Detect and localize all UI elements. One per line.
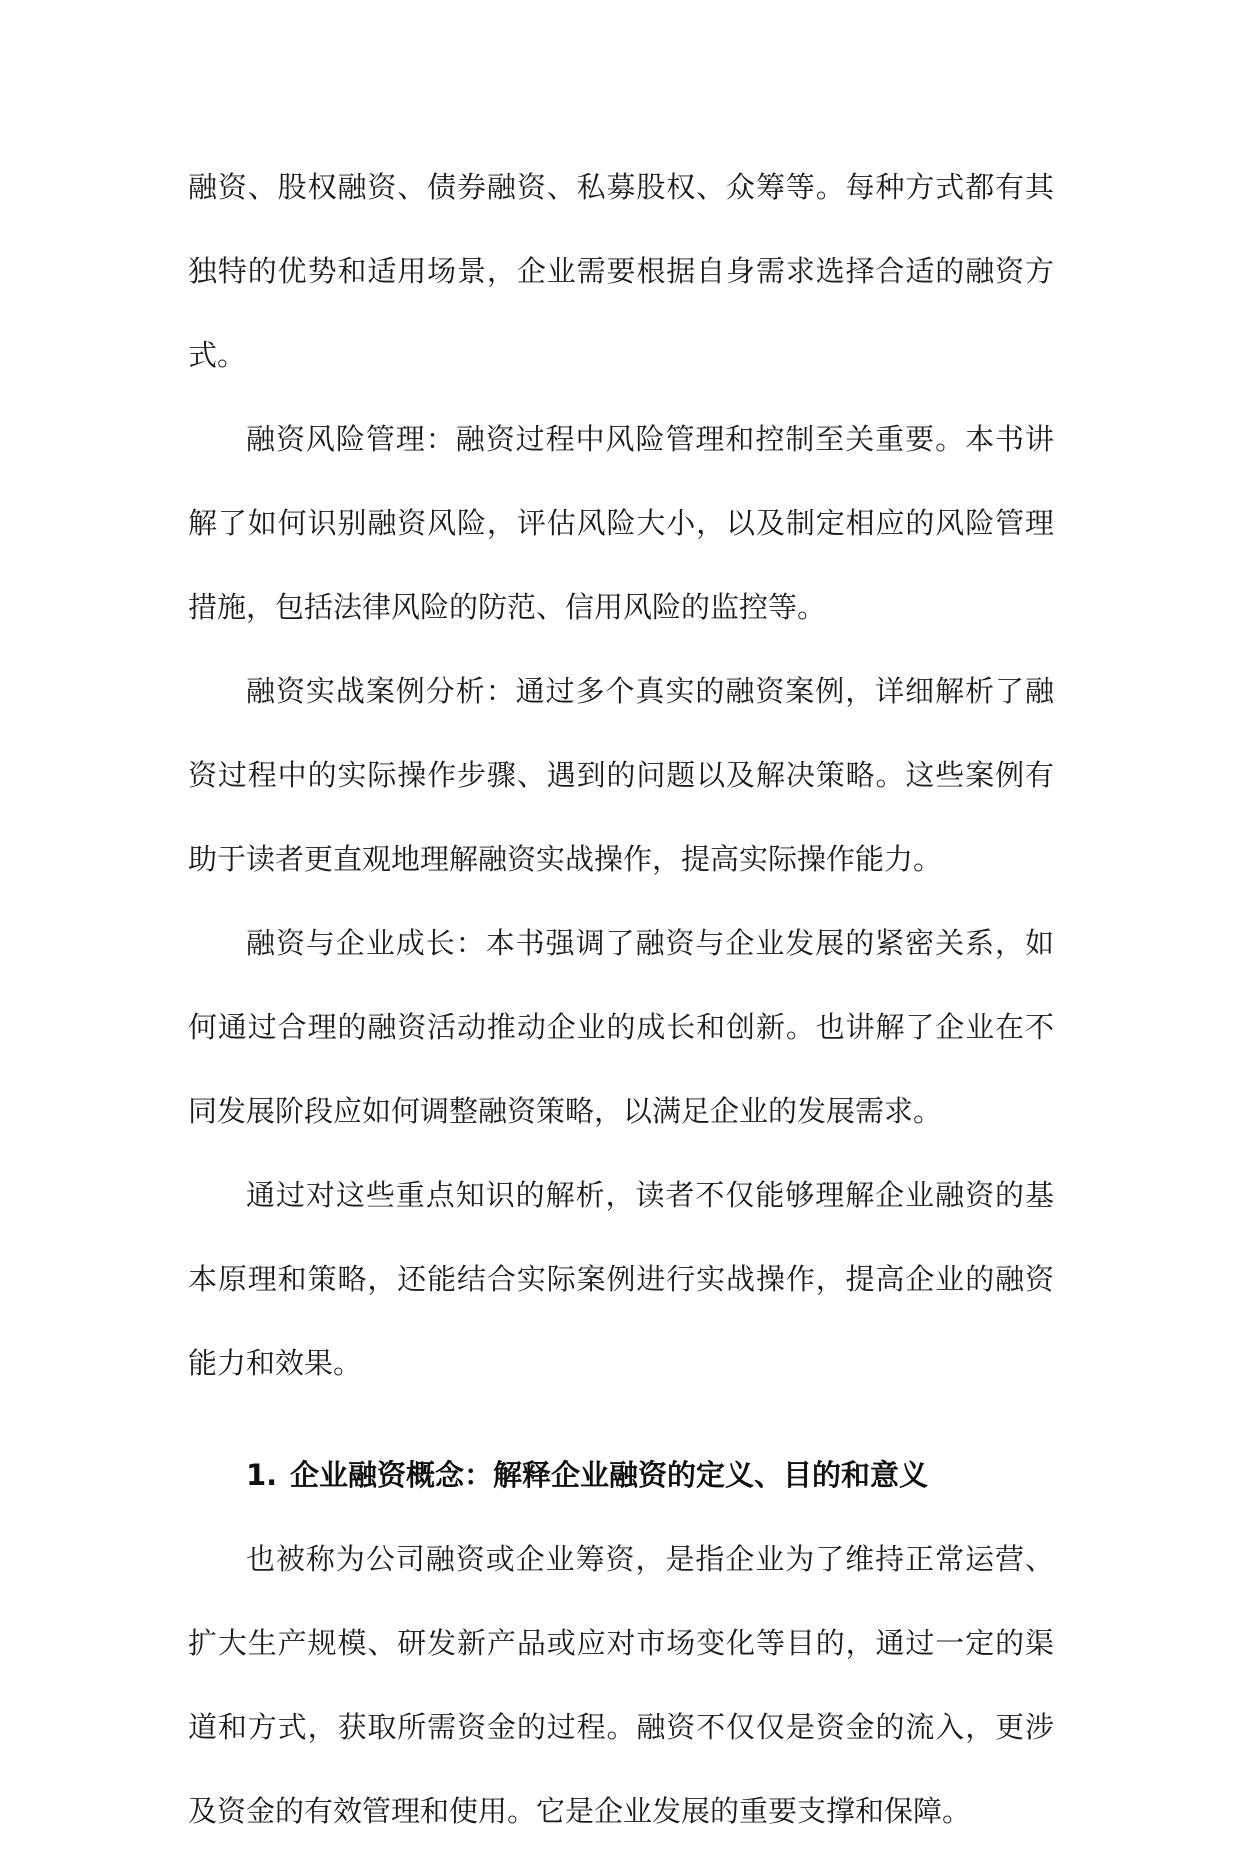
section-heading	[188, 1433, 1054, 1517]
section-number: 1.	[246, 1458, 278, 1492]
paragraph-case-analysis: 融资实战案例分析：通过多个真实的融资案例，详细解析了融资过程中的实际操作步骤、遇到的问题以及解决策略。这些案例有助于读者更直观地理解融资实战操作，提高实际操作能力。	[188, 674, 1054, 876]
paragraph-financing-definition: 也被称为公司融资或企业筹资，是指企业为了维持正常运营、扩大生产规模、研发新产品或应对市场变化等目的，通过一定的渠道和方式，获取所需资金的过程。融资不仅仅是资金的流入，更涉及资金的有效管理和使用。它是企业发展的重要支撑和保障。	[188, 1542, 1054, 1828]
document-body	[188, 145, 1054, 1853]
paragraph-enterprise-growth: 融资与企业成长：本书强调了融资与企业发展的紧密关系，如何通过合理的融资活动推动企业的成长和创新。也讲解了企业在不同发展阶段应如何调整融资策略，以满足企业的发展需求。	[188, 926, 1054, 1128]
paragraph-summary: 通过对这些重点知识的解析，读者不仅能够理解企业融资的基本原理和策略，还能结合实际案例进行实战操作，提高企业的融资能力和效果。	[188, 1178, 1054, 1380]
paragraph-financing-methods: 融资、股权融资、债券融资、私募股权、众筹等。每种方式都有其独特的优势和适用场景，企业需要根据自身需求选择合适的融资方式。	[188, 170, 1054, 372]
paragraph-risk-management: 融资风险管理：融资过程中风险管理和控制至关重要。本书讲解了如何识别融资风险，评估风险大小，以及制定相应的风险管理措施，包括法律风险的防范、信用风险的监控等。	[188, 422, 1054, 624]
section-title: 企业融资概念：解释企业融资的定义、目的和意义	[290, 1458, 929, 1492]
